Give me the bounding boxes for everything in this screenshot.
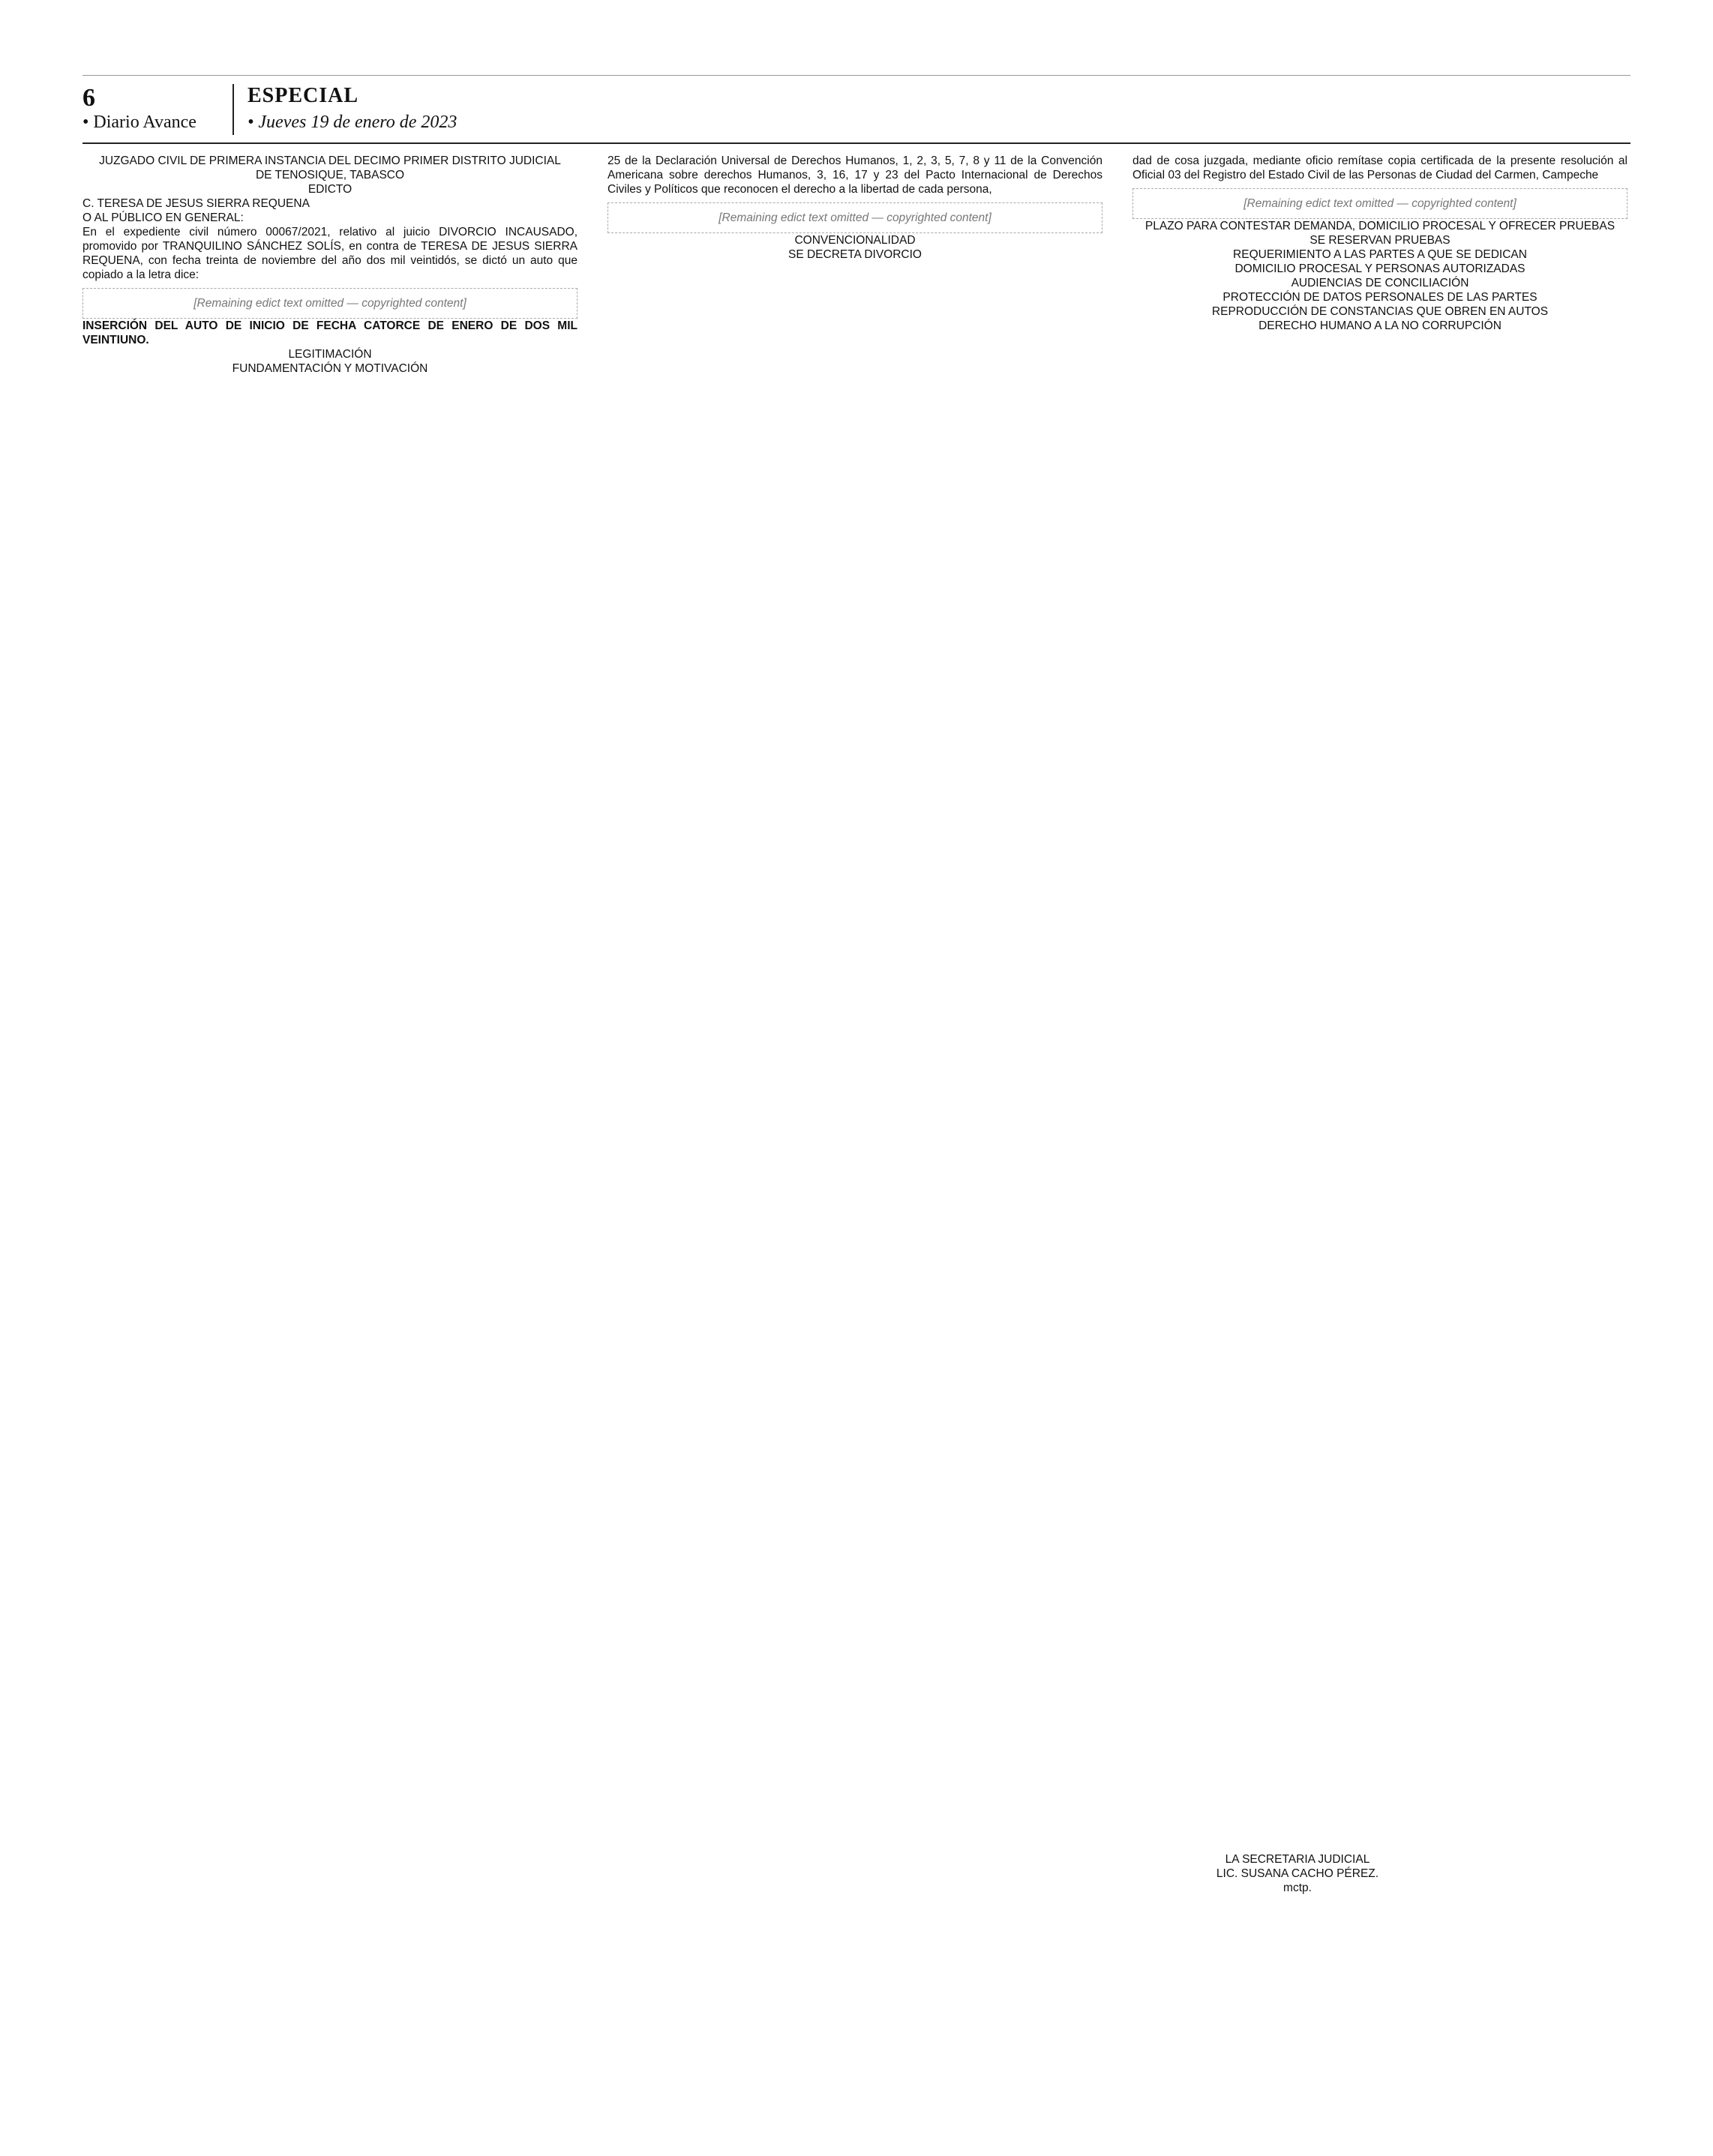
- issue-date: • Jueves 19 de enero de 2023: [248, 112, 458, 132]
- signature-block: [1050, 1852, 1545, 1895]
- signature-name: LIC. SUSANA CACHO PÉREZ.: [1216, 1867, 1379, 1880]
- opening-paragraph: 25 de la Declaración Universal de Derechos Humanos, 1, 2, 3, 5, 7, 8 y 11 de la Convención Americana sobre derechos Humanos, 3, 16, 17 y 23 del Pacto Internacional de Derechos Civiles y Políticos que reconocen el derecho a la libertad de cada persona,: [608, 154, 1102, 196]
- column-1: [82, 154, 578, 2104]
- header-rule: [82, 142, 1630, 144]
- court-header-line2: DE TENOSIQUE, TABASCO: [255, 169, 405, 181]
- column-3: [1132, 154, 1628, 2104]
- signature-title: LA SECRETARIA JUDICIAL: [1225, 1853, 1370, 1866]
- subheading-fundamentacion: FUNDAMENTACIÓN Y MOTIVACIÓN: [232, 362, 428, 375]
- opening-paragraph: En el expediente civil número 00067/2021, relativo al juicio DIVORCIO INCAUSADO, promovido por TRANQUILINO SÁNCHEZ SOLÍS, en contra de TERESA DE JESUS SIERRA REQUENA, con fecha treinta de noviembre del año dos mil veintidós, se dictó un auto que copiado a la letra dice:: [82, 226, 578, 281]
- opening-paragraph: dad de cosa juzgada, mediante oficio remítase copia certificada de la presente resolución al Oficial 03 del Registro del Estado Civil de las Personas de Ciudad del Carmen, Campeche: [1132, 154, 1628, 181]
- omitted-text: [Remaining edict text omitted — copyrighted content]: [82, 288, 578, 319]
- edict-columns: [82, 154, 1630, 2119]
- edict-title: EDICTO: [308, 183, 352, 196]
- subheading-requerimiento: REQUERIMIENTO A LAS PARTES A QUE SE DEDICAN: [1233, 248, 1527, 261]
- masthead-divider: [232, 84, 234, 135]
- subheading-corrupcion: DERECHO HUMANO A LA NO CORRUPCIÓN: [1258, 319, 1502, 332]
- omitted-text: [Remaining edict text omitted — copyrighted content]: [608, 202, 1102, 233]
- page-number: 6: [82, 84, 95, 112]
- insertion-heading: INSERCIÓN DEL AUTO DE INICIO DE FECHA CATORCE DE ENERO DE DOS MIL VEINTIUNO.: [82, 319, 578, 346]
- masthead: [82, 84, 1630, 136]
- subheading-legitimacion: LEGITIMACIÓN: [288, 348, 372, 361]
- signature-initials: mctp.: [1283, 1882, 1312, 1894]
- subheading-convencionalidad: CONVENCIONALIDAD: [794, 234, 916, 247]
- omitted-text: [Remaining edict text omitted — copyrighted content]: [1132, 188, 1628, 219]
- subheading-audiencias: AUDIENCIAS DE CONCILIACIÓN: [1291, 277, 1469, 289]
- subheading-reproduccion: REPRODUCCIÓN DE CONSTANCIAS QUE OBREN EN AUTOS: [1211, 305, 1549, 318]
- subheading-proteccion: PROTECCIÓN DE DATOS PERSONALES DE LAS PARTES: [1222, 291, 1538, 304]
- subheading-decreta-divorcio: SE DECRETA DIVORCIO: [788, 248, 922, 261]
- subheading-domicilio: DOMICILIO PROCESAL Y PERSONAS AUTORIZADAS: [1234, 262, 1526, 275]
- subheading-plazo: PLAZO PARA CONTESTAR DEMANDA, DOMICILIO PROCESAL Y OFRECER PRUEBAS: [1144, 220, 1616, 232]
- addressee-line1: C. TERESA DE JESUS SIERRA REQUENA: [82, 197, 310, 210]
- column-2: [608, 154, 1102, 2104]
- top-rule: [82, 75, 1630, 76]
- subheading-reservan: SE RESERVAN PRUEBAS: [1310, 234, 1450, 247]
- paper-name: • Diario Avance: [82, 112, 196, 132]
- section-title: ESPECIAL: [248, 84, 359, 107]
- addressee-line2: O AL PÚBLICO EN GENERAL:: [82, 211, 244, 224]
- court-header-line1: JUZGADO CIVIL DE PRIMERA INSTANCIA DEL DECIMO PRIMER DISTRITO JUDICIAL: [99, 154, 561, 167]
